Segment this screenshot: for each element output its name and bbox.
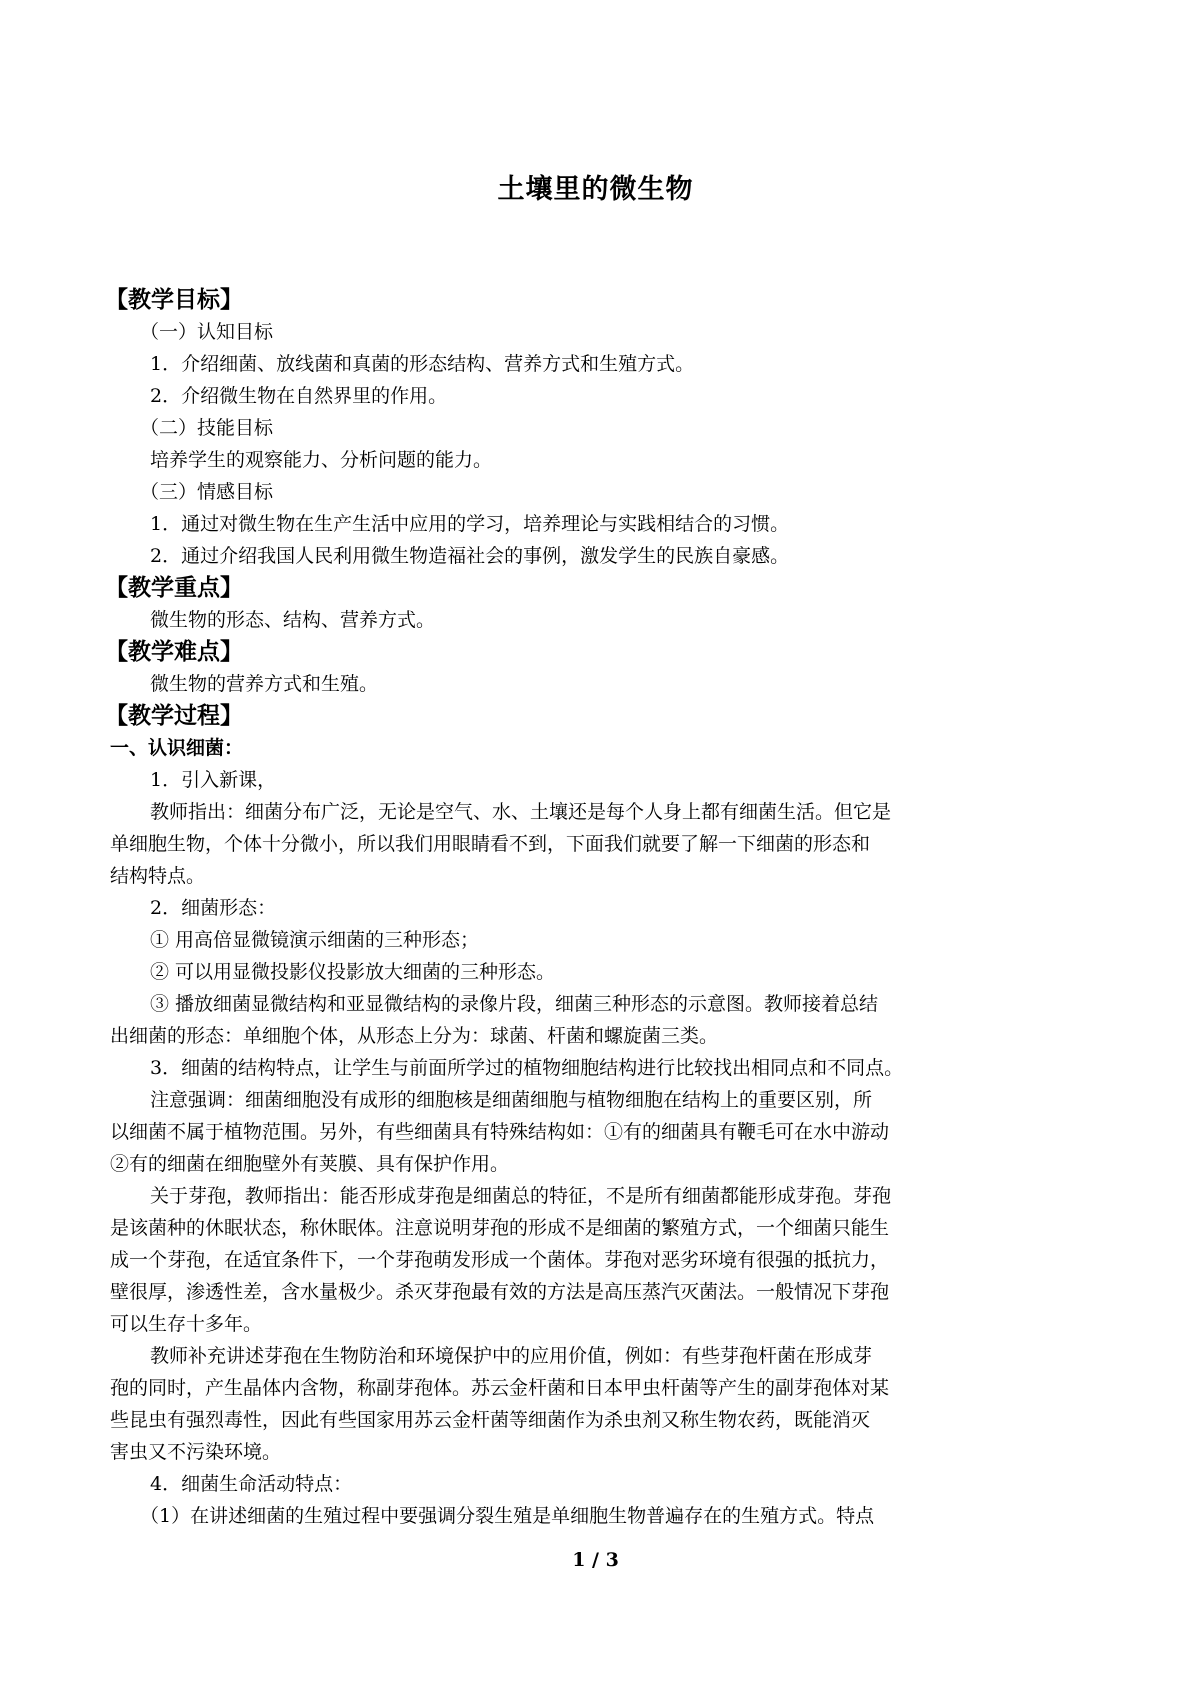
section-heading: 【教学难点】	[105, 639, 243, 665]
section-heading: 【教学重点】	[105, 575, 243, 601]
section-heading: 【教学目标】	[105, 287, 243, 313]
text-line: （1）在讲述细菌的生殖过程中要强调分裂生殖是单细胞生物普遍存在的生殖方式。特点	[140, 1505, 875, 1527]
text-line: 以细菌不属于植物范围。另外，有些细菌具有特殊结构如：①有的细菌具有鞭毛可在水中游动	[110, 1121, 890, 1143]
text-line: 单细胞生物，个体十分微小，所以我们用眼睛看不到，下面我们就要了解一下细菌的形态和	[110, 833, 871, 855]
text-line: （一）认知目标	[140, 321, 274, 343]
text-line: ② 可以用显微投影仪投影放大细菌的三种形态。	[150, 961, 556, 983]
text-line: 2．介绍微生物在自然界里的作用。	[150, 385, 448, 407]
text-line: 教师指出：细菌分布广泛，无论是空气、水、土壤还是每个人身上都有细菌生活。但它是	[150, 801, 892, 823]
text-line: 些昆虫有强烈毒性，因此有些国家用苏云金杆菌等细菌作为杀虫剂又称生物农药，既能消灭	[110, 1409, 871, 1431]
text-line: 出细菌的形态：单细胞个体，从形态上分为：球菌、杆菌和螺旋菌三类。	[110, 1025, 719, 1047]
text-line: 2．通过介绍我国人民利用微生物造福社会的事例，激发学生的民族自豪感。	[150, 545, 790, 567]
text-line: 是该菌种的休眠状态，称休眠体。注意说明芽孢的形成不是细菌的繁殖方式，一个细菌只能生	[110, 1217, 890, 1239]
text-line: （二）技能目标	[140, 417, 274, 439]
page-number: 1 / 3	[572, 1549, 619, 1571]
text-line: 关于芽孢，教师指出：能否形成芽孢是细菌总的特征，不是所有细菌都能形成芽孢。芽孢	[150, 1185, 892, 1207]
text-line: ③ 播放细菌显微结构和亚显微结构的录像片段，细菌三种形态的示意图。教师接着总结	[150, 993, 879, 1015]
text-line: ① 用高倍显微镜演示细菌的三种形态；	[150, 929, 480, 951]
text-line: 2．细菌形态：	[150, 897, 277, 919]
text-line: 孢的同时，产生晶体内含物，称副芽孢体。苏云金杆菌和日本甲虫杆菌等产生的副芽孢体对某	[110, 1377, 890, 1399]
text-line: 结构特点。	[110, 865, 206, 887]
text-line: 可以生存十多年。	[110, 1313, 263, 1335]
text-line: 教师补充讲述芽孢在生物防治和环境保护中的应用价值，例如：有些芽孢杆菌在形成芽	[150, 1345, 873, 1367]
text-line: 害虫又不污染环境。	[110, 1441, 282, 1463]
text-line: ②有的细菌在细胞壁外有荚膜、具有保护作用。	[110, 1153, 510, 1175]
text-line: 壁很厚，渗透性差，含水量极少。杀灭芽孢最有效的方法是高压蒸汽灭菌法。一般情况下芽孢	[110, 1281, 890, 1303]
text-line: （三）情感目标	[140, 481, 274, 503]
text-line: 1．引入新课，	[150, 769, 277, 791]
text-line: 微生物的营养方式和生殖。	[150, 673, 379, 695]
text-line: 注意强调：细菌细胞没有成形的细胞核是细菌细胞与植物细胞在结构上的重要区别，所	[150, 1089, 873, 1111]
section-heading: 一、认识细菌：	[110, 737, 244, 759]
text-line: 3．细菌的结构特点，让学生与前面所学过的植物细胞结构进行比较找出相同点和不同点。	[150, 1057, 904, 1079]
document-title: 土壤里的微生物	[497, 174, 694, 205]
document-body	[105, 284, 1085, 1532]
text-line: 1．通过对微生物在生产生活中应用的学习，培养理论与实践相结合的习惯。	[150, 513, 790, 535]
text-line: 培养学生的观察能力、分析问题的能力。	[150, 449, 493, 471]
text-line: 1．介绍细菌、放线菌和真菌的形态结构、营养方式和生殖方式。	[150, 353, 695, 375]
text-line: 成一个芽孢，在适宜条件下，一个芽孢萌发形成一个菌体。芽孢对恶劣环境有很强的抵抗力，	[110, 1249, 890, 1271]
section-heading: 【教学过程】	[105, 703, 243, 729]
text-line: 4．细菌生命活动特点：	[150, 1473, 353, 1495]
text-line: 微生物的形态、结构、营养方式。	[150, 609, 436, 631]
